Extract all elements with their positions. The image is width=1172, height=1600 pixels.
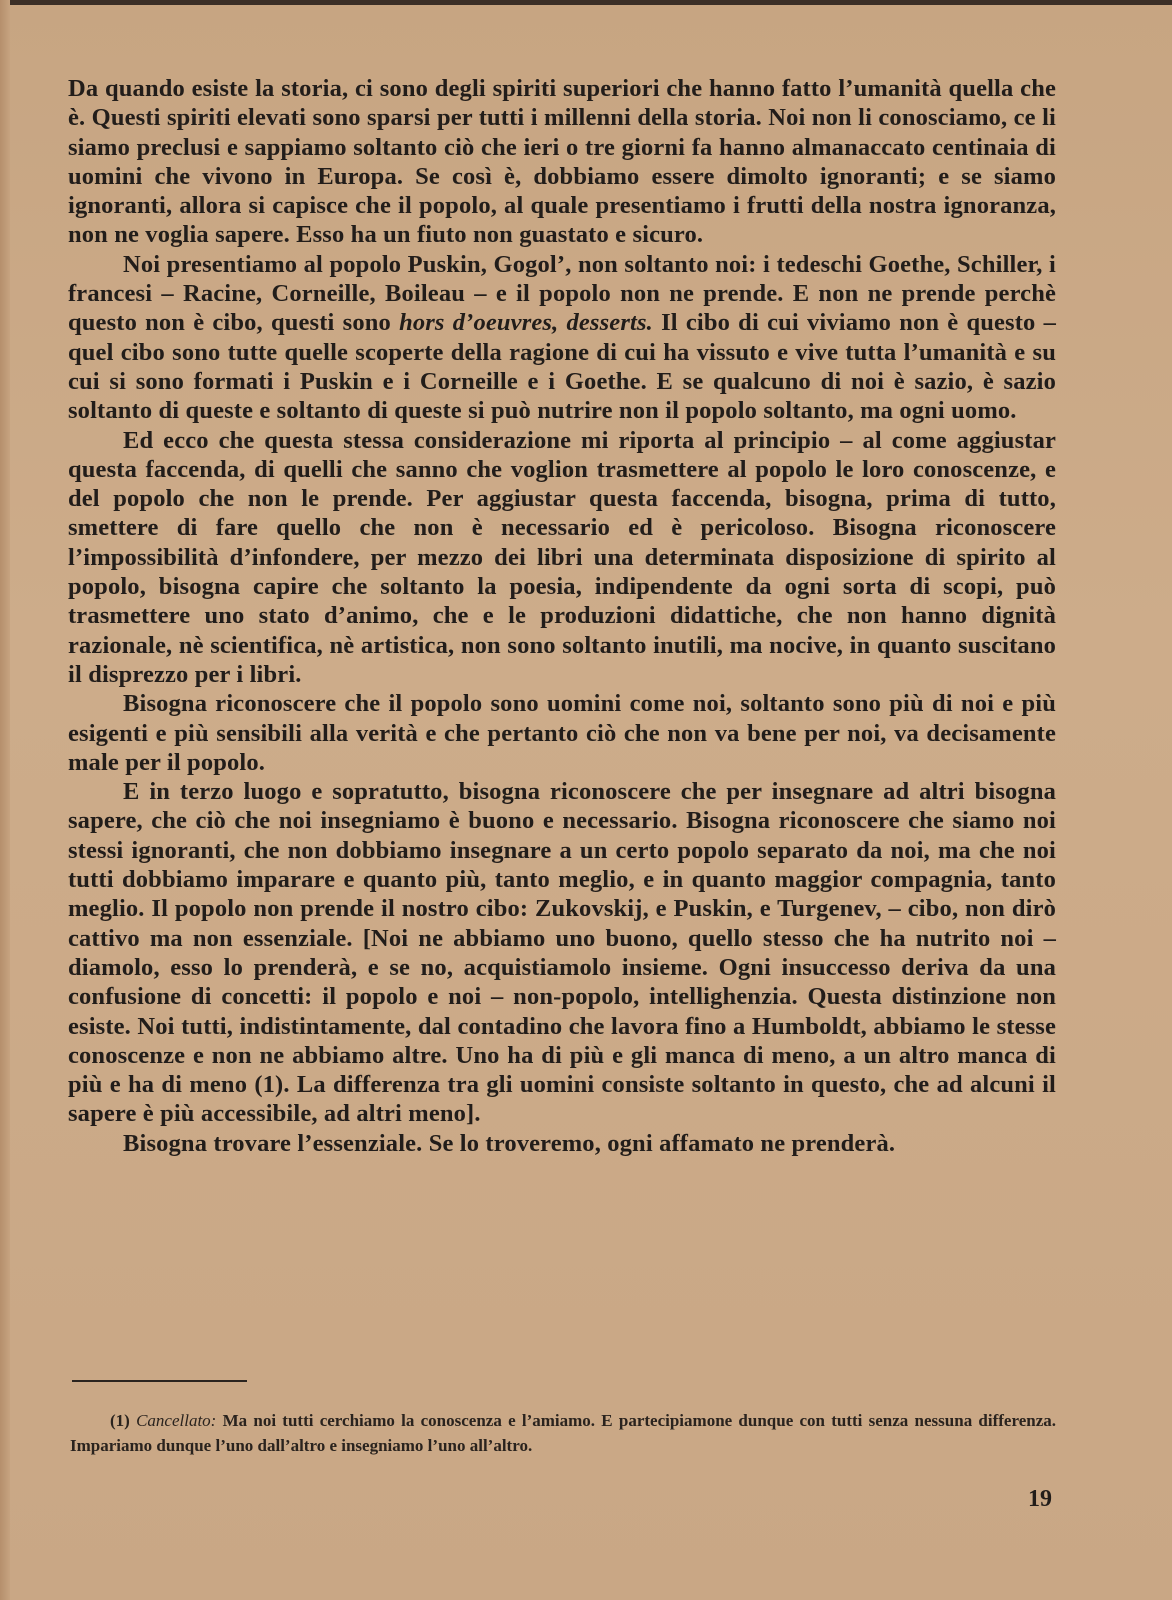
footnote-separator (72, 1380, 247, 1382)
paragraph-2-text-a: Noi presentiamo al popolo Puskin, Gogol’, non soltanto noi: i tedeschi Goethe, Schiller, i francesi – Racine, Corneille, Boileau – e il popolo non ne prende. E non ne prende perchè questo non è cibo, questi sono (68, 250, 1056, 337)
page-top-edge (0, 0, 1172, 5)
footnote-label: Cancellato: (136, 1411, 217, 1430)
page-number: 19 (1028, 1486, 1052, 1512)
paragraph-4 (68, 689, 1056, 777)
paragraph-4-text: Bisogna riconoscere che il popolo sono uomini come noi, soltanto sono più di noi e più esigenti e più sensibili alla verità e che pertanto ciò che non va bene per noi, va decisamente male per il popolo. (68, 690, 1056, 776)
paragraph-2-italic: hors d’oeuvres, desserts. (399, 309, 653, 337)
paragraph-6-text: Bisogna trovare l’essenziale. Se lo troveremo, ogni affamato ne prenderà. (123, 1129, 896, 1157)
paragraph-1-text: Da quando esiste la storia, ci sono degli spiriti superiori che hanno fatto l’umanità quella che è. Questi spiriti elevati sono sparsi per tutti i millenni della storia. Noi non li conosciamo, ce li siamo preclusi e sappiamo soltanto ciò che ieri o tre giorni fa hanno almanaccato centinaia di uomini che vivono in Europa. Se così è, dobbiamo essere dimolto ignoranti; e se siamo ignoranti, allora si capisce che il popolo, al quale presentiamo i frutti della nostra ignoranza, non ne voglia sapere. Esso ha un fiuto non guastato e sicuro. (68, 75, 1056, 249)
footnote-text: Ma noi tutti cerchiamo la conoscenza e l’amiamo. E partecipiamone dunque con tutti senza nessuna differenza. Impariamo dunque l’uno dall’altro e insegniamo l’uno all’altro. (70, 1411, 1057, 1455)
paragraph-3 (68, 426, 1056, 690)
paragraph-1 (68, 74, 1056, 250)
body-text (68, 74, 1056, 1158)
paragraph-2-text-b: Il cibo di cui viviamo non è questo – quel cibo sono tutte quelle scoperte della ragione di cui ha vissuto e vive tutta l’umanità e su cui si sono formati i Puskin e i Corneille e i Goethe. E se qualcuno di noi è sazio, è sazio soltanto di queste e soltanto di queste si può nutrire non il popolo soltanto, ma ogni uomo. (68, 309, 1056, 425)
paragraph-5-text: E in terzo luogo e sopratutto, bisogna riconoscere che per insegnare ad altri bisogna sapere, che ciò che noi insegniamo è buono e necessario. Bisogna riconoscere che siamo noi stessi ignoranti, che non dobbiamo insegnare a un certo popolo separato da noi, ma che noi tutti dobbiamo imparare e quanto più, tanto meglio, e in quanto maggior compagnia, tanto meglio. Il popolo non prende il nostro cibo: Zukovskij, e Puskin, e Turgenev, – cibo, non dirò cattivo ma non essenziale. [Noi ne abbiamo uno buono, quello stesso che ha nutrito noi – diamolo, esso lo prenderà, e se no, acquistiamolo insieme. Ogni insuccesso deriva da una confusione di concetti: il popolo e noi – non-popolo, intellighenzia. Questa distinzione non esiste. Noi tutti, indistintamente, dal contadino che lavora fino a Humboldt, abbiamo le stesse conoscenze e non ne abbiamo altre. Uno ha di più e gli manca di meno, a un altro manca di più e ha di meno (1). La differenza tra gli uomini consiste soltanto in questo, che ad alcuni il sapere è più accessibile, ad altri meno]. (68, 778, 1056, 1128)
footnote (70, 1408, 1056, 1458)
paragraph-2 (68, 250, 1056, 426)
footnote-marker: (1) (110, 1411, 130, 1430)
paragraph-3-text: Ed ecco che questa stessa considerazione mi riporta al principio – al come aggiustar questa faccenda, di quelli che sanno che voglion trasmettere al popolo le loro conoscenze, e del popolo che non le prende. Per aggiustar questa faccenda, bisogna, prima di tutto, smettere di fare quello che non è necessario ed è pericoloso. Bisogna riconoscere l’impossibilità d’infondere, per mezzo dei libri una determinata disposizione di spirito al popolo, bisogna capire che soltanto la poesia, indipendente da ogni sorta di scopi, può trasmettere uno stato d’animo, che e le produzioni didattiche, che non hanno dignità razionale, nè scientifica, nè artistica, non sono soltanto inutili, ma nocive, in quanto suscitano il disprezzo per i libri. (68, 426, 1056, 688)
paragraph-6 (68, 1129, 1056, 1158)
paragraph-5 (68, 777, 1056, 1129)
page-left-edge (0, 0, 10, 1600)
